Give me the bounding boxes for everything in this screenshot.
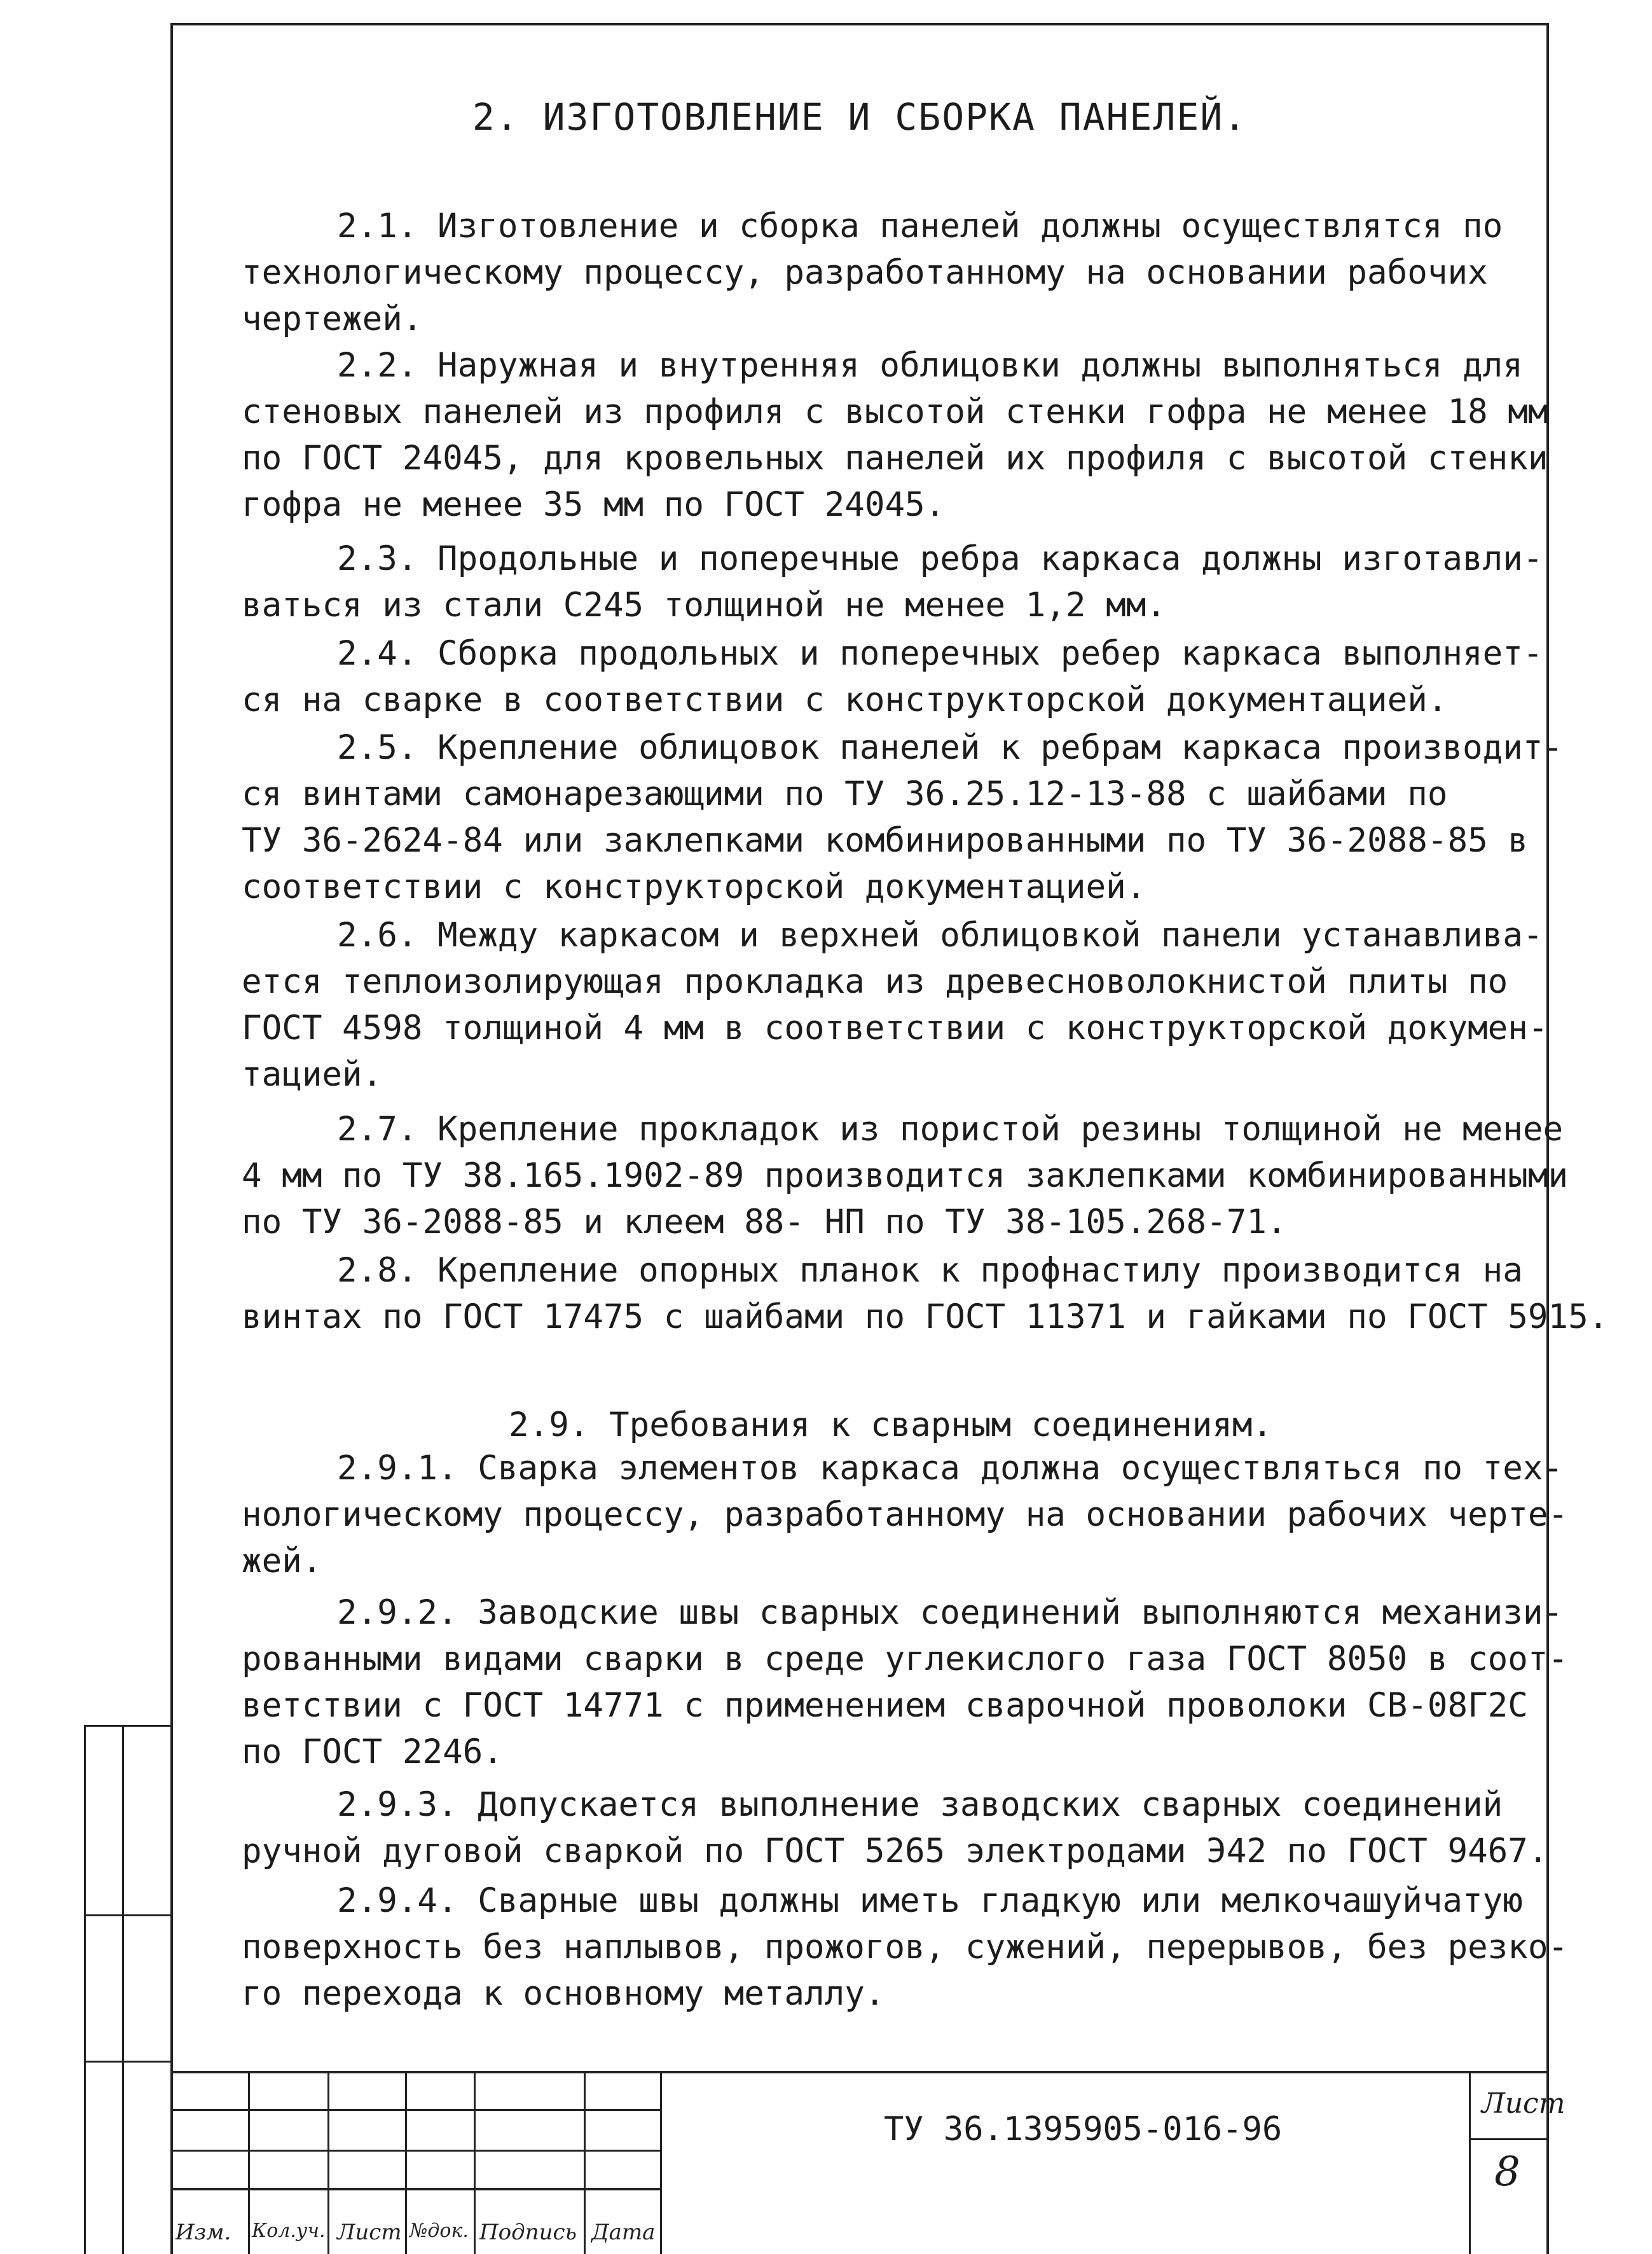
text-line: ТУ 36-2624-84 или заклепками комбинированными по ТУ 36-2088-85 в xyxy=(242,821,1528,860)
text-line: 2.9.4. Сварные швы должны иметь гладкую или мелкочашуйчатую xyxy=(337,1881,1523,1920)
title-block-row-line xyxy=(170,2109,660,2111)
text-line: поверхность без наплывов, прожогов, сужений, перерывов, без резко- xyxy=(242,1928,1569,1967)
title-block-row-line xyxy=(170,2150,660,2152)
frame-left xyxy=(170,23,173,2254)
text-line: по ТУ 36-2088-85 и клеем 88- НП по ТУ 38-105.268-71. xyxy=(242,1203,1287,1241)
title-block-label: Кол.уч. xyxy=(252,2220,326,2242)
margin-strip-divider xyxy=(84,1914,172,1916)
text-line: ваться из стали С245 толщиной не менее 1,2 мм. xyxy=(242,586,1166,625)
title-block-col-line xyxy=(660,2071,662,2254)
text-line: 2.9.3. Допускается выполнение заводских сварных соединений xyxy=(337,1785,1503,1824)
text-line: 2.6. Между каркасом и верхней облицовкой панели устанавлива- xyxy=(337,916,1543,955)
text-line: 2.3. Продольные и поперечные ребра каркаса должны изготавли- xyxy=(337,539,1543,578)
text-line: 2.2. Наружная и внутренняя облицовки должны выполняться для xyxy=(337,346,1523,385)
text-line: по ГОСТ 24045, для кровельных панелей их профиля с высотой стенки xyxy=(242,439,1548,478)
title-block-top-border xyxy=(170,2071,1549,2073)
text-line: жей. xyxy=(242,1542,322,1580)
text-line: 2.9.1. Сварка элементов каркаса должна осуществляться по тех- xyxy=(337,1449,1564,1488)
title-block-col-line xyxy=(405,2071,407,2254)
title-block-label: Подпись xyxy=(479,2220,577,2245)
text-line: тацией. xyxy=(242,1055,383,1094)
text-line: го перехода к основному металлу. xyxy=(242,1974,885,2013)
sheet-box-divider xyxy=(1469,2138,1549,2140)
text-line: соответствии с конструкторской документацией. xyxy=(242,868,1146,906)
text-line: рованными видами сварки в среде углекислого газа ГОСТ 8050 в соот- xyxy=(242,1640,1569,1678)
text-line: ется теплоизолирующая прокладка из древесноволокнистой плиты по xyxy=(242,962,1508,1001)
text-line: 2.9.2. Заводские швы сварных соединений выполняются механизи- xyxy=(337,1593,1564,1632)
text-line: 2.8. Крепление опорных планок к профнастилу производится на xyxy=(337,1251,1523,1290)
margin-strip-divider xyxy=(84,2061,172,2063)
text-line: ветствии с ГОСТ 14771 с применением сварочной проволоки СВ-08Г2С xyxy=(242,1686,1528,1725)
text-line: 2.1. Изготовление и сборка панелей должны осуществлятся по xyxy=(337,207,1503,245)
title-block-col-line xyxy=(584,2071,586,2254)
title-block-label: №док. xyxy=(410,2220,469,2242)
sheet-box-left xyxy=(1469,2071,1471,2254)
document-code: ТУ 36.1395905-016-96 xyxy=(884,2110,1283,2148)
title-block-col-line xyxy=(474,2071,476,2254)
sheet-label: Лист xyxy=(1482,2087,1566,2120)
text-line: гофра не менее 35 мм по ГОСТ 24045. xyxy=(242,485,946,524)
title-block-label: Изм. xyxy=(176,2220,231,2245)
sub-heading: 2.9. Требования к сварным соединениям. xyxy=(509,1406,1273,1444)
title-block-col-line xyxy=(327,2071,329,2254)
text-line: 2.4. Сборка продольных и поперечных ребер каркаса выполняет- xyxy=(337,634,1543,673)
title-block-row-line xyxy=(170,2188,660,2190)
title-block-label: Дата xyxy=(591,2220,656,2245)
text-line: 2.7. Крепление прокладок из пористой резины толщиной не менее xyxy=(337,1110,1564,1149)
section-heading: 2. ИЗГОТОВЛЕНИЕ И СБОРКА ПАНЕЛЕЙ. xyxy=(472,95,1248,139)
text-line: чертежей. xyxy=(242,300,423,338)
text-line: технологическому процессу, разработанному на основании рабочих xyxy=(242,253,1488,292)
text-line: по ГОСТ 2246. xyxy=(242,1732,503,1771)
title-block-label: Лист xyxy=(337,2220,402,2245)
margin-strip-top xyxy=(84,1725,172,1727)
title-block-col-line xyxy=(248,2071,250,2254)
text-line: 4 мм по ТУ 38.165.1902-89 производится заклепками комбинированными xyxy=(242,1156,1569,1195)
frame-top xyxy=(170,23,1549,25)
text-line: 2.5. Крепление облицовок панелей к ребрам каркаса производит- xyxy=(337,728,1564,767)
text-line: стеновых панелей из профиля с высотой стенки гофра не менее 18 мм xyxy=(242,392,1548,431)
text-line: ся винтами самонарезающими по ТУ 36.25.12-13-88 с шайбами по xyxy=(242,775,1448,813)
text-line: ся на сварке в соответствии с конструкторской документацией. xyxy=(242,681,1448,719)
text-line: ГОСТ 4598 толщиной 4 мм в соответствии с конструкторской докумен- xyxy=(242,1009,1548,1047)
text-line: ручной дуговой сваркой по ГОСТ 5265 электродами Э42 по ГОСТ 9467. xyxy=(242,1832,1548,1870)
text-line: нологическому процессу, разработанному на основании рабочих черте- xyxy=(242,1495,1569,1534)
margin-strip-line xyxy=(122,1725,124,2254)
sheet-number: 8 xyxy=(1494,2148,1520,2195)
text-line: винтах по ГОСТ 17475 с шайбами по ГОСТ 11371 и гайками по ГОСТ 5915. xyxy=(242,1297,1609,1336)
margin-strip-line xyxy=(84,1725,86,2254)
